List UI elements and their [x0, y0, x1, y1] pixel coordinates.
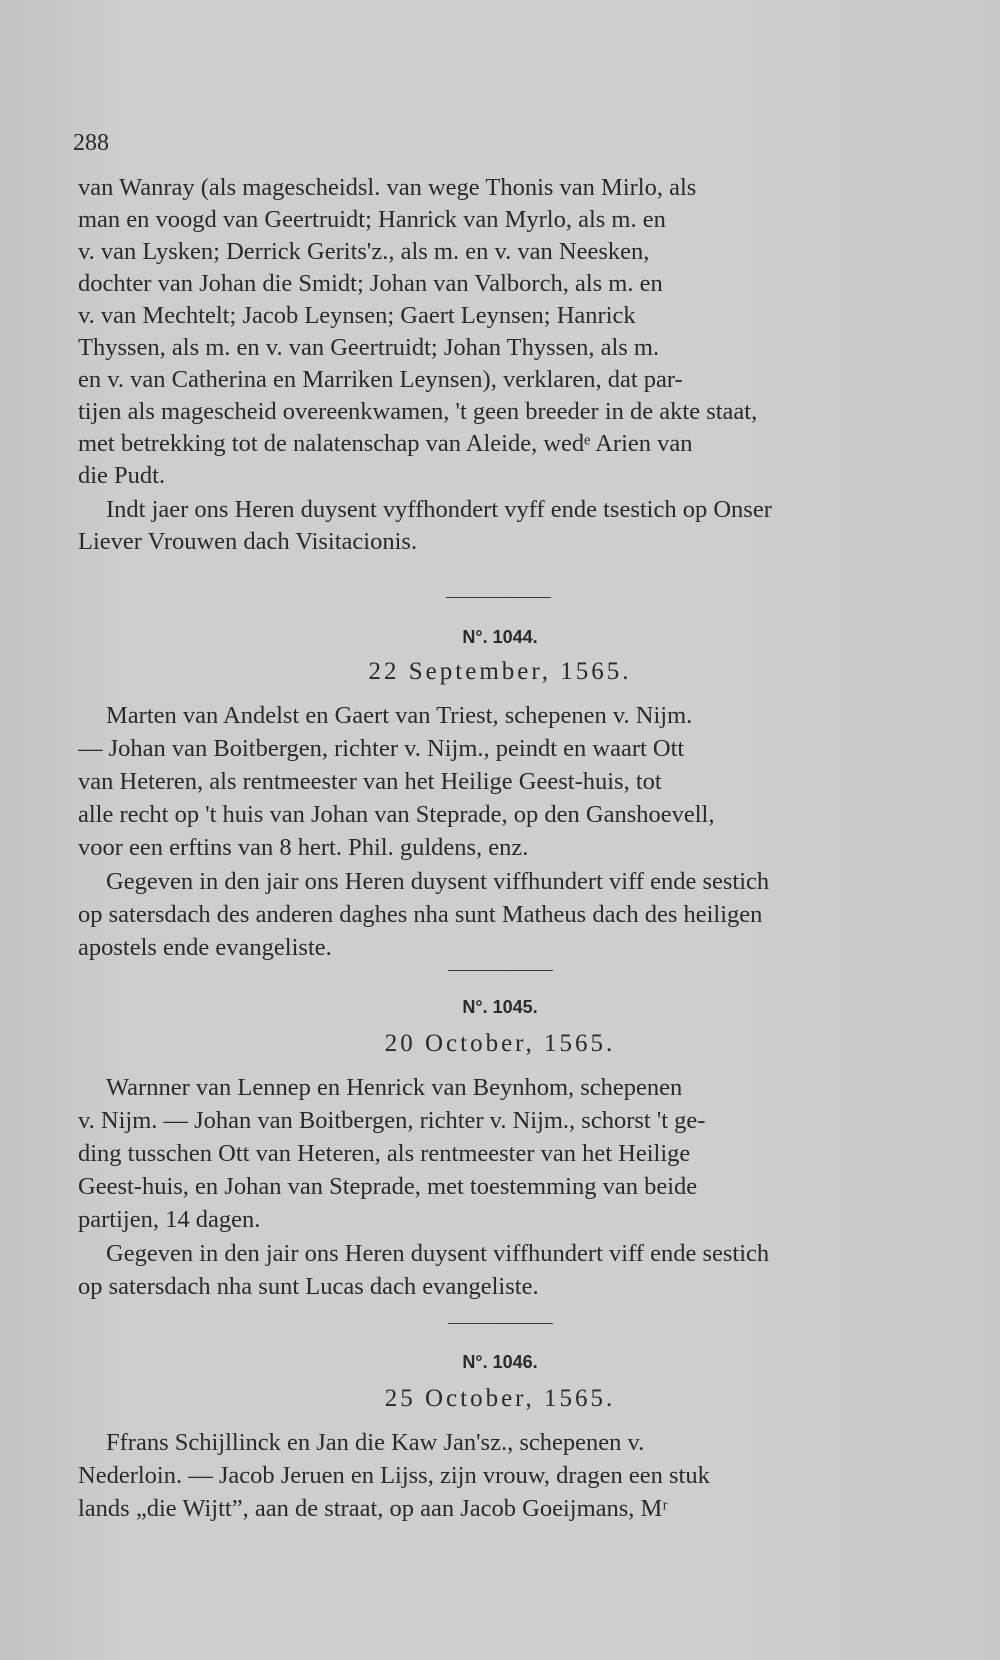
intro-line: die Pudt.: [78, 462, 166, 489]
intro-line: met betrekking tot de nalatenschap van Aleide, wedᵉ Arien van: [78, 430, 693, 457]
entry-line: op satersdach nha sunt Lucas dach evangeliste.: [78, 1273, 539, 1300]
entry-line: voor een erftins van 8 hert. Phil. guldens, enz.: [78, 834, 529, 861]
entry-line: op satersdach des anderen daghes nha sunt Matheus dach des heiligen: [78, 901, 763, 928]
entry-date: 20 October, 1565.: [384, 1030, 616, 1057]
entry-date: 25 October, 1565.: [384, 1385, 616, 1412]
entry-line: Marten van Andelst en Gaert van Triest, schepenen v. Nijm.: [106, 702, 693, 729]
entry-line: partijen, 14 dagen.: [78, 1206, 261, 1233]
intro-line: v. van Lysken; Derrick Gerits'z., als m. en v. van Neesken,: [78, 238, 650, 265]
page-number: 288: [73, 130, 109, 156]
entry-number: N°. 1044.: [462, 627, 538, 647]
entry-number: N°. 1046.: [462, 1352, 538, 1372]
entry-line: Nederloin. — Jacob Jeruen en Lijss, zijn vrouw, dragen een stuk: [78, 1462, 710, 1489]
entry-date: 22 September, 1565.: [368, 658, 632, 685]
entry-number: N°. 1045.: [462, 997, 538, 1017]
intro-line: Liever Vrouwen dach Visitacionis.: [78, 528, 418, 555]
entry-line: Gegeven in den jair ons Heren duysent viffhundert viff ende sestich: [106, 1240, 770, 1267]
intro-line: man en voogd van Geertruidt; Hanrick van Myrlo, als m. en: [78, 206, 666, 233]
entry-line: — Johan van Boitbergen, richter v. Nijm., peindt en waart Ott: [78, 735, 685, 762]
entry-line: Ffrans Schijllinck en Jan die Kaw Jan'sz., schepenen v.: [106, 1429, 645, 1456]
entry-line: Gegeven in den jair ons Heren duysent viffhundert viff ende sestich: [106, 868, 770, 895]
entry-line: ding tusschen Ott van Heteren, als rentmeester van het Heilige: [78, 1140, 691, 1167]
intro-line: tijen als magescheid overeenkwamen, 't geen breeder in de akte staat,: [78, 398, 758, 425]
section-divider: [448, 970, 553, 971]
entry-line: alle recht op 't huis van Johan van Steprade, op den Ganshoevell,: [78, 801, 715, 828]
entry-line: Warnner van Lennep en Henrick van Beynhom, schepenen: [106, 1074, 683, 1101]
entry-line: v. Nijm. — Johan van Boitbergen, richter v. Nijm., schorst 't ge-: [78, 1107, 706, 1134]
entry-line: van Heteren, als rentmeester van het Heilige Geest-huis, tot: [78, 768, 662, 795]
intro-line: van Wanray (als magescheidsl. van wege Thonis van Mirlo, als: [78, 174, 697, 201]
entry-line: apostels ende evangeliste.: [78, 934, 332, 961]
section-divider: [446, 597, 551, 598]
entry-line: Geest-huis, en Johan van Steprade, met toestemming van beide: [78, 1173, 698, 1200]
intro-line: v. van Mechtelt; Jacob Leynsen; Gaert Leynsen; Hanrick: [78, 302, 636, 329]
intro-line: Indt jaer ons Heren duysent vyffhondert vyff ende tsestich op Onser: [106, 496, 772, 523]
entry-line: lands „die Wijtt”, aan de straat, op aan Jacob Goeijmans, Mʳ: [78, 1495, 668, 1522]
section-divider: [448, 1323, 553, 1324]
intro-line: en v. van Catherina en Marriken Leynsen), verklaren, dat par-: [78, 366, 683, 393]
intro-line: dochter van Johan die Smidt; Johan van Valborch, als m. en: [78, 270, 663, 297]
intro-line: Thyssen, als m. en v. van Geertruidt; Johan Thyssen, als m.: [78, 334, 660, 361]
